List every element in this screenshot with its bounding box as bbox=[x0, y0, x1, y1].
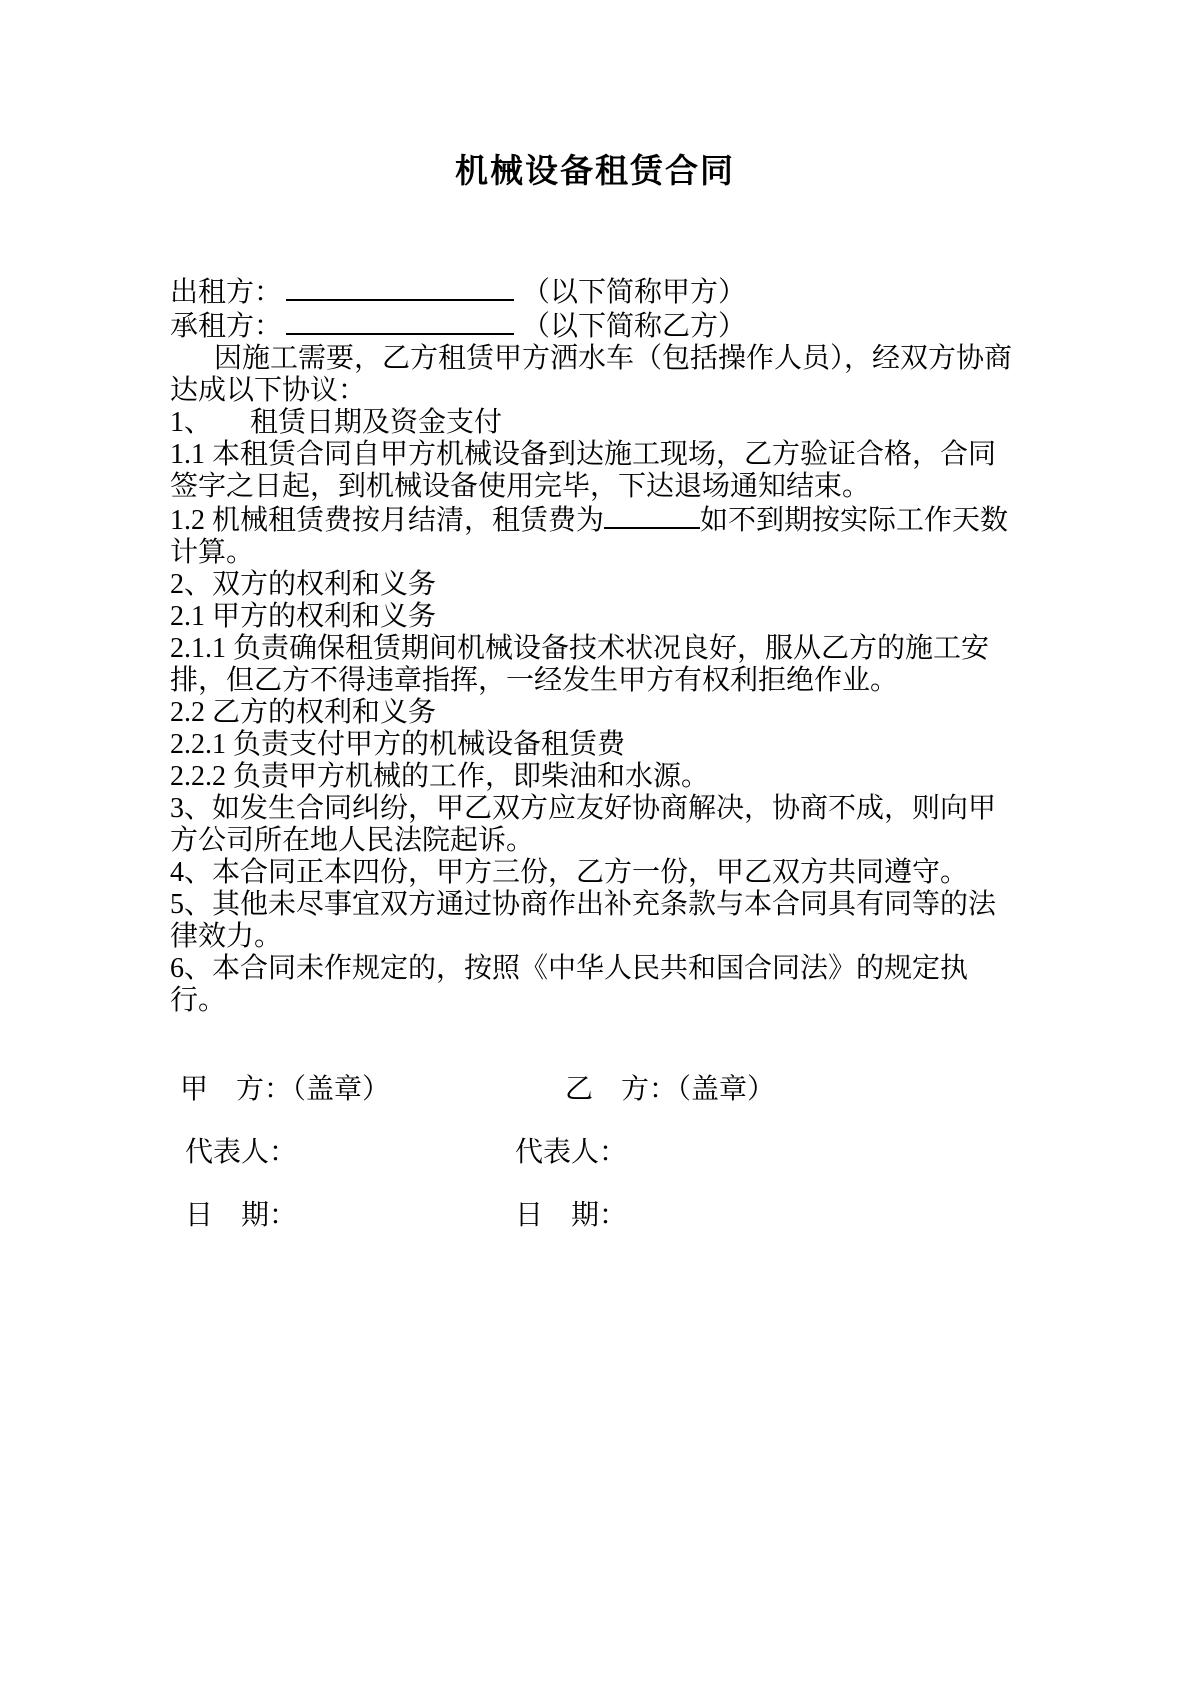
intro-paragraph: 因施工需要，乙方租赁甲方洒水车（包括操作人员），经双方协商达成以下协议： bbox=[170, 343, 1013, 406]
page-title: 机械设备租赁合同 bbox=[455, 154, 735, 190]
clause-2-1-1: 2.1.1 负责确保租赁期间机械设备技术状况良好，服从乙方的施工安排，但乙方不得违章指挥，一经发生甲方有权利拒绝作业。 bbox=[170, 633, 990, 696]
lessee-label: 承租方： bbox=[170, 311, 283, 342]
seal-row bbox=[180, 1075, 1190, 1105]
clause-2: 2、双方的权利和义务 bbox=[170, 569, 437, 600]
signature-block bbox=[180, 1075, 1190, 1231]
clause-3: 3、如发生合同纠纷，甲乙双方应友好协商解决，协商不成，则向甲方公司所在地人民法院起诉。 bbox=[170, 793, 997, 856]
clause-2-2: 2.2 乙方的权利和义务 bbox=[170, 697, 437, 728]
clause-1-2-suffix: 如不到期按实际工作天数计算。 bbox=[170, 505, 1009, 568]
clause-2-1: 2.1 甲方的权利和义务 bbox=[170, 601, 437, 632]
lessor-alias: （以下简称甲方） bbox=[522, 277, 747, 308]
clause-1-title: 租赁日期及资金支付 bbox=[250, 407, 503, 438]
lessee-line bbox=[170, 309, 1022, 343]
clause-6: 6、本合同未作规定的，按照《中华人民共和国合同法》的规定执行。 bbox=[170, 953, 969, 1016]
clause-1-heading bbox=[170, 407, 1022, 439]
party-b-representative-label: 代表人： bbox=[515, 1137, 628, 1168]
lessee-alias: （以下简称乙方） bbox=[522, 311, 747, 342]
date-row bbox=[180, 1201, 1190, 1231]
party-a-seal-label: 甲 方：（盖章） bbox=[180, 1074, 391, 1105]
lessor-line bbox=[170, 275, 1022, 309]
clause-1-1: 1.1 本租赁合同自甲方机械设备到达施工现场，乙方验证合格，合同签字之日起，到机械设备使用完毕，下达退场通知结束。 bbox=[170, 439, 997, 502]
rental-fee-field[interactable] bbox=[604, 503, 700, 529]
clause-1-2 bbox=[170, 503, 1022, 569]
lessor-label: 出租方： bbox=[170, 277, 283, 308]
contract-body bbox=[170, 275, 1022, 1017]
lessor-name-field[interactable] bbox=[286, 275, 514, 301]
clause-2-2-1: 2.2.1 负责支付甲方的机械设备租赁费 bbox=[170, 729, 626, 760]
party-a-date-label: 日 期： bbox=[185, 1200, 298, 1231]
lessee-name-field[interactable] bbox=[286, 309, 514, 335]
clause-5: 5、其他未尽事宜双方通过协商作出补充条款与本合同具有同等的法律效力。 bbox=[170, 889, 997, 952]
party-a-representative-label: 代表人： bbox=[185, 1137, 298, 1168]
clause-2-2-2: 2.2.2 负责甲方机械的工作，即柴油和水源。 bbox=[170, 761, 710, 792]
clause-1-2-prefix: 1.2 机械租赁费按月结清，租赁费为 bbox=[170, 505, 605, 536]
representative-row bbox=[180, 1138, 1190, 1168]
clause-1-number: 1、 bbox=[170, 407, 213, 438]
party-b-seal-label: 乙 方：（盖章） bbox=[565, 1074, 776, 1105]
clause-4: 4、本合同正本四份，甲方三份，乙方一份，甲乙双方共同遵守。 bbox=[170, 857, 969, 888]
party-b-date-label: 日 期： bbox=[515, 1200, 628, 1231]
